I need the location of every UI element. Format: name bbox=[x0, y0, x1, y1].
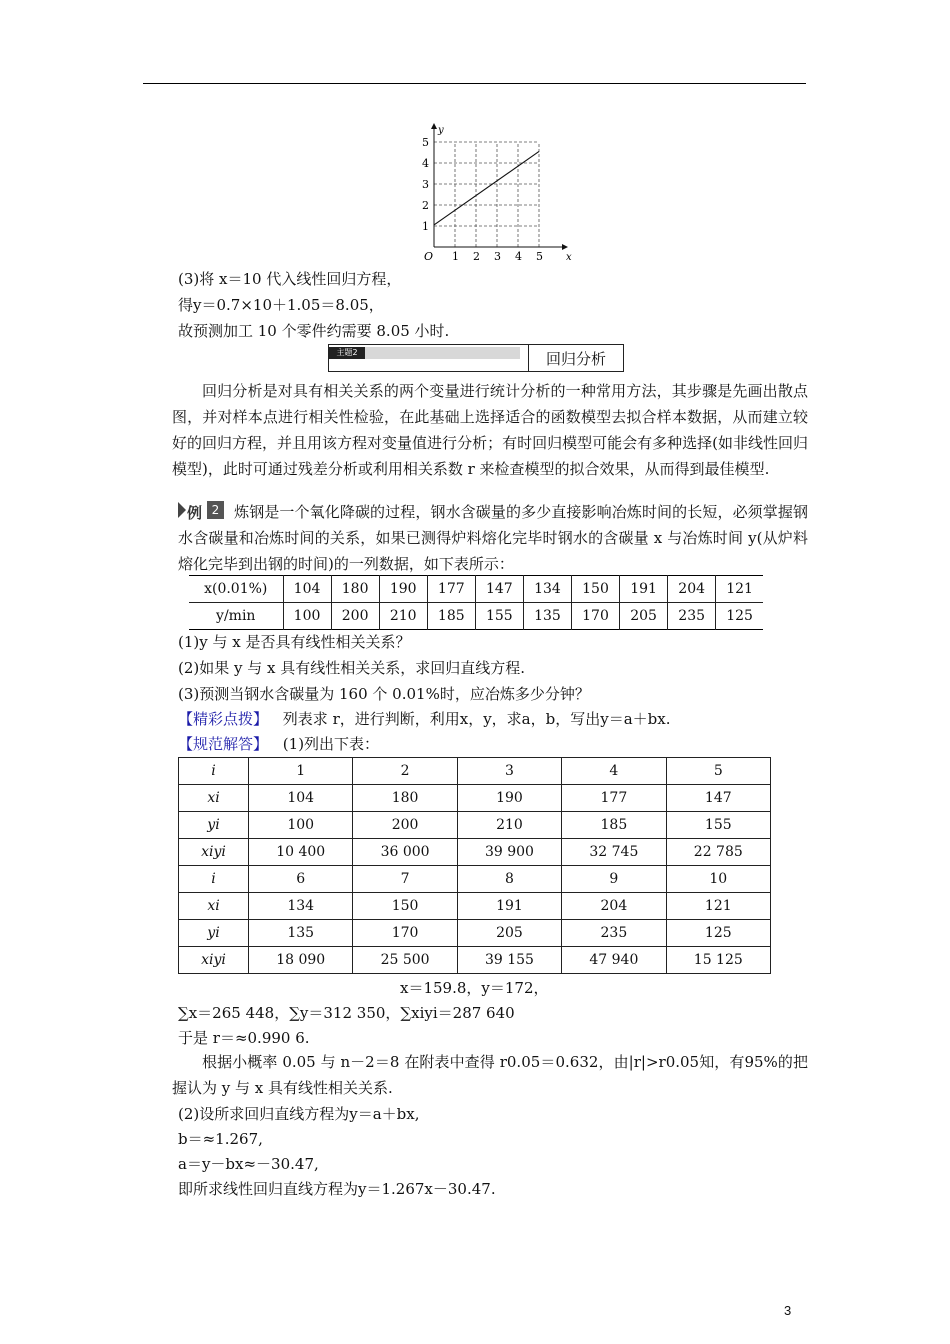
table-cell: 25 500 bbox=[353, 947, 457, 974]
triangle-icon bbox=[178, 502, 186, 518]
y-tick-label: 1 bbox=[422, 220, 429, 233]
table-cell: 104 bbox=[249, 785, 353, 812]
row-header-cell: x(0.01%) bbox=[189, 576, 283, 603]
table-cell: 185 bbox=[562, 812, 666, 839]
table-cell: 9 bbox=[562, 866, 666, 893]
table-row bbox=[179, 839, 771, 866]
row-header-cell: yi bbox=[179, 812, 249, 839]
table-row bbox=[179, 893, 771, 920]
topic-bar-decoration bbox=[365, 347, 520, 359]
example-paragraph bbox=[172, 499, 808, 577]
table-cell: 100 bbox=[283, 603, 331, 630]
x-tick-label: 4 bbox=[515, 250, 522, 263]
table-cell: 170 bbox=[571, 603, 619, 630]
table-cell: 170 bbox=[353, 920, 457, 947]
example-label: 例 bbox=[187, 504, 203, 522]
table-cell: 177 bbox=[427, 576, 475, 603]
answer-line bbox=[178, 734, 379, 754]
header-rule bbox=[143, 83, 806, 84]
y-tick-label: 4 bbox=[422, 157, 429, 170]
table-cell: 150 bbox=[353, 893, 457, 920]
conclusion-paragraph: 根据小概率 0.05 与 n－2＝8 在附表中查得 r0.05＝0.632，由|r|>r0.05知，有95%的把握认为 y 与 x 具有线性相关关系. bbox=[172, 1053, 808, 1097]
table-cell: 191 bbox=[620, 576, 668, 603]
x-tick-label: 3 bbox=[494, 250, 501, 263]
table-cell: 100 bbox=[249, 812, 353, 839]
sums-line: ∑x＝265 448，∑y＝312 350，∑xiyi＝287 640 bbox=[178, 1004, 515, 1022]
answer-label: 【规范解答】 bbox=[178, 735, 269, 753]
table-cell: 177 bbox=[562, 785, 666, 812]
table-cell: 191 bbox=[457, 893, 561, 920]
table-cell: 121 bbox=[716, 576, 763, 603]
table-cell: 204 bbox=[562, 893, 666, 920]
example-badge bbox=[178, 500, 226, 520]
topic-badge: 主题2 bbox=[329, 347, 365, 359]
table-row bbox=[189, 603, 763, 630]
table-cell: 39 155 bbox=[457, 947, 561, 974]
table-cell: 210 bbox=[457, 812, 561, 839]
table-row bbox=[179, 758, 771, 785]
table-cell: 10 bbox=[666, 866, 770, 893]
row-header-cell: i bbox=[179, 866, 249, 893]
table-cell: 104 bbox=[283, 576, 331, 603]
topic-banner bbox=[328, 344, 624, 372]
row-header-cell: i bbox=[179, 758, 249, 785]
table-row bbox=[179, 866, 771, 893]
table-cell: 155 bbox=[666, 812, 770, 839]
row-header-cell: y/min bbox=[189, 603, 283, 630]
table-cell: 147 bbox=[475, 576, 523, 603]
hint-line bbox=[178, 709, 670, 729]
solution3-line3: 故预测加工 10 个零件约需要 8.05 小时. bbox=[178, 322, 450, 340]
table-cell: 121 bbox=[666, 893, 770, 920]
table-cell: 147 bbox=[666, 785, 770, 812]
part2-line1: (2)设所求回归直线方程为y＝a＋bx, bbox=[178, 1105, 420, 1123]
table-cell: 8 bbox=[457, 866, 561, 893]
y-tick-label: 2 bbox=[422, 199, 429, 212]
question-1: (1)y 与 x 是否具有线性相关关系？ bbox=[178, 633, 411, 651]
table-cell: 6 bbox=[249, 866, 353, 893]
table-row bbox=[179, 920, 771, 947]
y-tick-label: 3 bbox=[422, 178, 429, 191]
y-tick-label: 5 bbox=[422, 136, 429, 149]
table-row bbox=[179, 812, 771, 839]
origin-label: O bbox=[424, 250, 434, 263]
y-axis-arrow bbox=[431, 123, 437, 129]
table-cell: 204 bbox=[668, 576, 716, 603]
x-axis-arrow bbox=[562, 244, 568, 250]
table-cell: 22 785 bbox=[666, 839, 770, 866]
table-cell: 180 bbox=[331, 576, 379, 603]
topic-title: 回归分析 bbox=[545, 349, 606, 368]
part2-line2: b＝≈1.267, bbox=[178, 1130, 263, 1148]
table-cell: 135 bbox=[249, 920, 353, 947]
part2-line4: 即所求线性回归直线方程为y＝1.267x－30.47. bbox=[178, 1180, 496, 1198]
row-header-cell: xiyi bbox=[179, 839, 249, 866]
computation-table bbox=[178, 757, 771, 974]
table-cell: 134 bbox=[523, 576, 571, 603]
x-tick-label: 1 bbox=[452, 250, 459, 263]
question-3: (3)预测当钢水含碳量为 160 个 0.01%时，应冶炼多少分钟？ bbox=[178, 685, 590, 703]
table-cell: 5 bbox=[666, 758, 770, 785]
table-cell: 134 bbox=[249, 893, 353, 920]
answer-text: (1)列出下表： bbox=[282, 735, 380, 753]
page-number: 3 bbox=[784, 1303, 792, 1318]
part2-line3: a＝y－bx≈－30.47, bbox=[178, 1155, 319, 1173]
table-cell: 3 bbox=[457, 758, 561, 785]
table-cell: 150 bbox=[571, 576, 619, 603]
table-cell: 39 900 bbox=[457, 839, 561, 866]
table-cell: 200 bbox=[331, 603, 379, 630]
table-cell: 10 400 bbox=[249, 839, 353, 866]
solution3-line1: (3)将 x＝10 代入线性回归方程， bbox=[178, 270, 402, 288]
y-axis-label: y bbox=[438, 125, 444, 136]
data-table bbox=[189, 575, 763, 630]
table-cell: 7 bbox=[353, 866, 457, 893]
table-cell: 205 bbox=[620, 603, 668, 630]
table-cell: 32 745 bbox=[562, 839, 666, 866]
table-cell: 185 bbox=[427, 603, 475, 630]
example-number: 2 bbox=[207, 501, 224, 519]
table-row bbox=[179, 947, 771, 974]
table-cell: 47 940 bbox=[562, 947, 666, 974]
table-row bbox=[179, 785, 771, 812]
table-cell: 190 bbox=[379, 576, 427, 603]
r-line: 于是 r＝≈0.990 6. bbox=[178, 1029, 310, 1047]
table-cell: 36 000 bbox=[353, 839, 457, 866]
regression-line-graph bbox=[416, 120, 576, 266]
row-header-cell: xiyi bbox=[179, 947, 249, 974]
row-header-cell: xi bbox=[179, 893, 249, 920]
row-header-cell: xi bbox=[179, 785, 249, 812]
table-cell: 1 bbox=[249, 758, 353, 785]
intro-paragraph: 回归分析是对具有相关关系的两个变量进行统计分析的一种常用方法，其步骤是先画出散点图，并对样本点进行相关性检验，在此基础上选择适合的函数模型去拟合样本数据，从而建立较好的回归方程，并且用该方程对变量值进行分析；有时回归模型可能会有多种选择(如非线性回归模型)，此时可通过残差分析或利用相关系数 r 来检查模型的拟合效果，从而得到最佳模型. bbox=[172, 382, 808, 478]
table-cell: 235 bbox=[668, 603, 716, 630]
example-text: 炼钢是一个氧化降碳的过程，钢水含碳量的多少直接影响冶炼时间的长短，必须掌握钢水含碳量和冶炼时间的关系，如果已测得炉料熔化完毕时钢水的含碳量 x 与冶炼时间 y(从炉料熔化完毕到出钢的时间)的一列数据，如下表所示： bbox=[178, 503, 808, 573]
table-cell: 4 bbox=[562, 758, 666, 785]
table-cell: 2 bbox=[353, 758, 457, 785]
table-cell: 18 090 bbox=[249, 947, 353, 974]
table-cell: 135 bbox=[523, 603, 571, 630]
table-cell: 210 bbox=[379, 603, 427, 630]
table-cell: 15 125 bbox=[666, 947, 770, 974]
row-header-cell: yi bbox=[179, 920, 249, 947]
table-cell: 235 bbox=[562, 920, 666, 947]
solution3-line2: 得y＝0.7×10＋1.05＝8.05， bbox=[178, 296, 384, 314]
means-line: x＝159.8，y＝172， bbox=[400, 979, 549, 997]
x-tick-label: 2 bbox=[473, 250, 480, 263]
x-axis-label: x bbox=[566, 252, 572, 263]
table-cell: 155 bbox=[475, 603, 523, 630]
hint-text: 列表求 r，进行判断，利用x，y，求a，b，写出y＝a＋bx. bbox=[282, 710, 671, 728]
hint-label: 【精彩点拨】 bbox=[178, 710, 269, 728]
table-cell: 200 bbox=[353, 812, 457, 839]
table-cell: 125 bbox=[716, 603, 763, 630]
x-tick-label: 5 bbox=[536, 250, 543, 263]
table-cell: 125 bbox=[666, 920, 770, 947]
question-2: (2)如果 y 与 x 具有线性相关关系，求回归直线方程. bbox=[178, 659, 526, 677]
table-cell: 190 bbox=[457, 785, 561, 812]
table-cell: 180 bbox=[353, 785, 457, 812]
table-row bbox=[189, 576, 763, 603]
table-cell: 205 bbox=[457, 920, 561, 947]
regression-line bbox=[434, 151, 539, 225]
